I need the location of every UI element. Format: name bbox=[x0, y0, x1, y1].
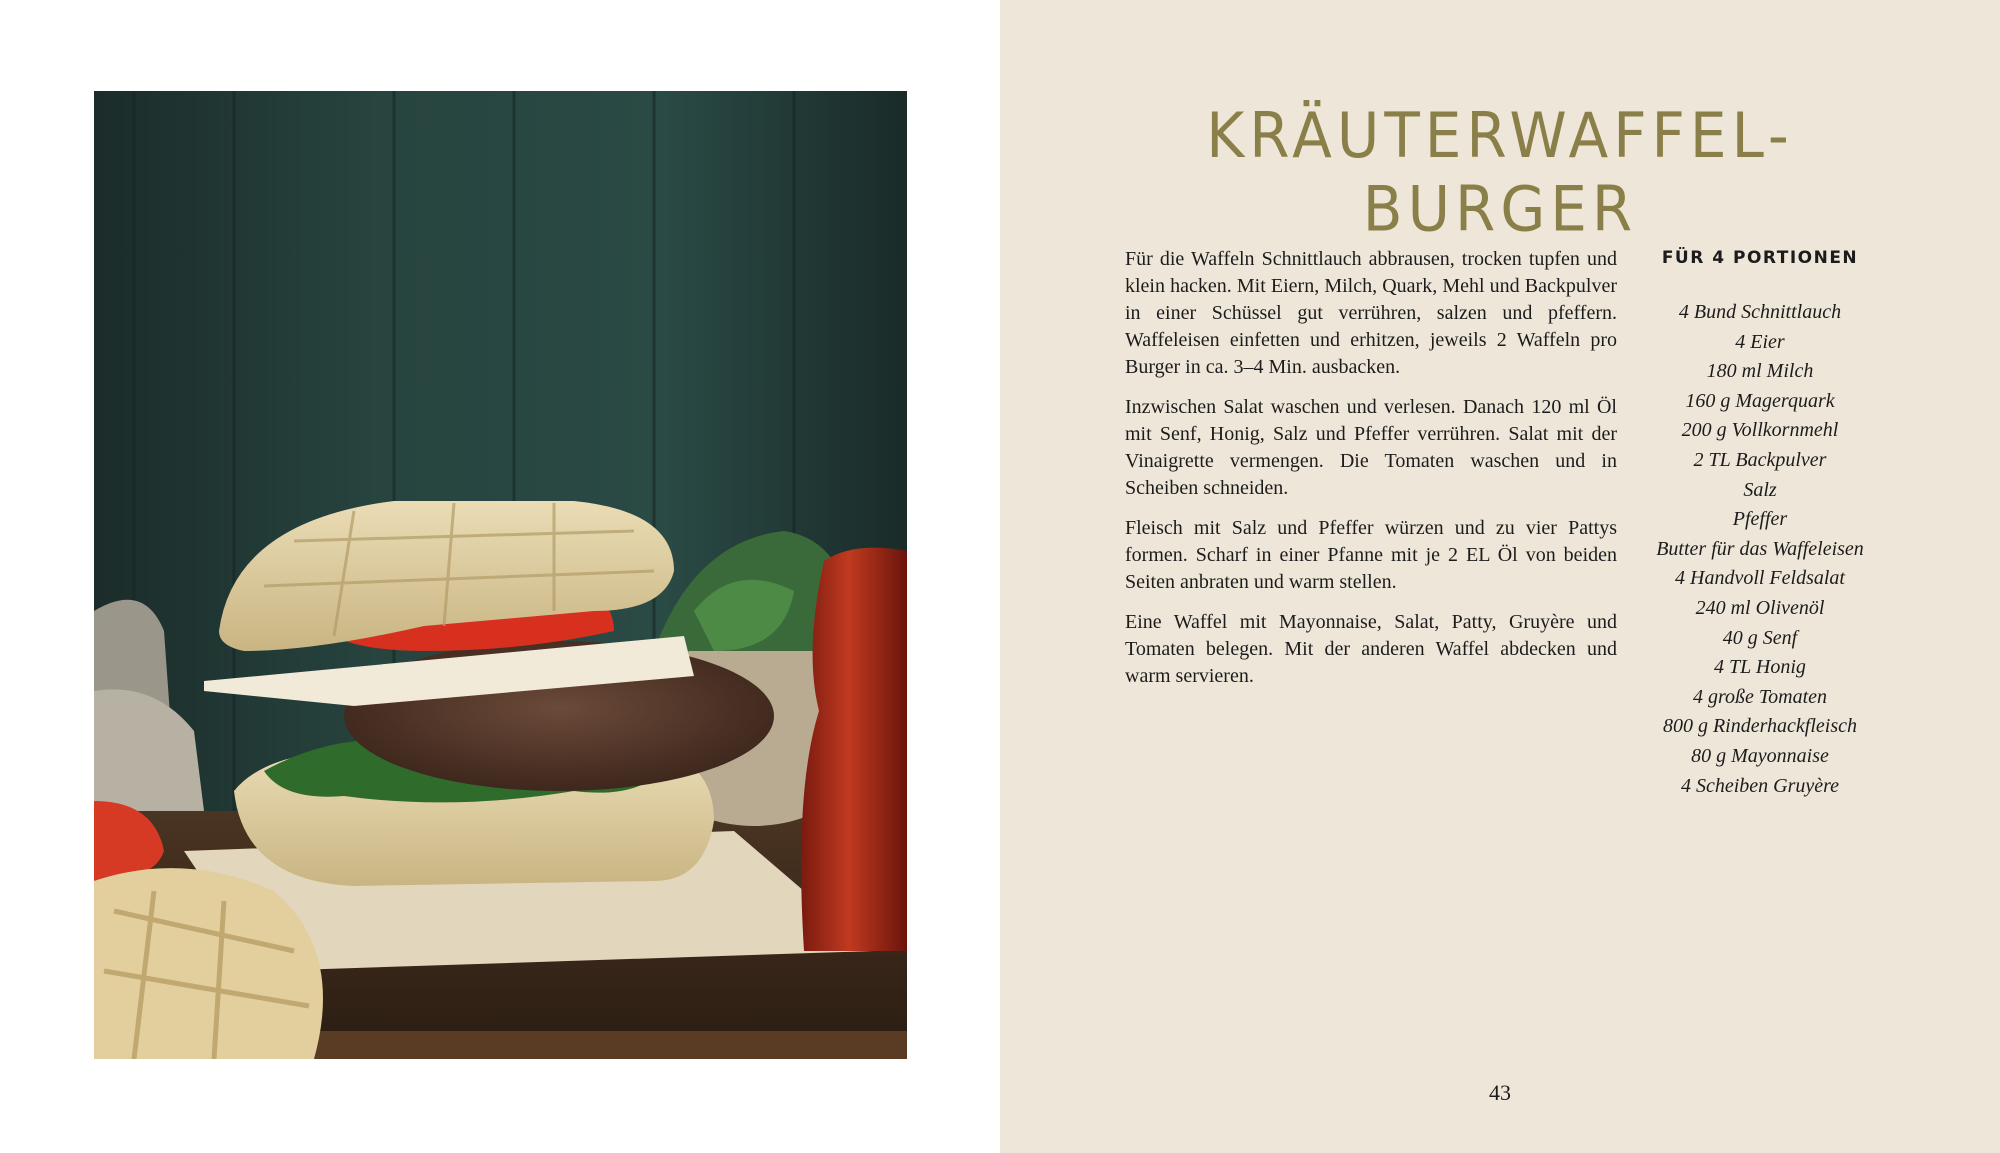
ingredient-item: Pfeffer bbox=[1732, 508, 1788, 531]
recipe-title: KRÄUTERWAFFEL-BURGER bbox=[1206, 98, 1794, 246]
portions-heading: FÜR 4 PORTIONEN bbox=[1661, 248, 1859, 268]
burger-photo bbox=[94, 91, 907, 1059]
ingredient-item: 4 Scheiben Gruyère bbox=[1680, 774, 1840, 797]
ingredient-item: 240 ml Olivenöl bbox=[1695, 596, 1825, 619]
instruction-paragraph: Inzwischen Salat waschen und verlesen. Danach 120 ml Öl mit Senf, Honig, Salz und Pfeffer verrühren. Salat mit der Vinaigrette vermengen. Die Tomaten waschen und in Scheiben schneiden. bbox=[1125, 396, 1617, 499]
instruction-paragraph: Eine Waffel mit Mayonnaise, Salat, Patty, Gruyère und Tomaten belegen. Mit der anderen Waffel abdecken und warm servieren. bbox=[1125, 611, 1617, 687]
ingredient-item: 4 große Tomaten bbox=[1692, 685, 1828, 708]
recipe-instructions bbox=[1125, 246, 1617, 703]
ingredient-item: 4 Bund Schnittlauch bbox=[1678, 301, 1842, 323]
page-number: 43 bbox=[1489, 1080, 1511, 1105]
ingredients-panel bbox=[1630, 248, 1890, 801]
right-page bbox=[1000, 0, 2000, 1153]
ingredient-item: Salz bbox=[1743, 478, 1777, 501]
ingredient-item: 40 g Senf bbox=[1722, 626, 1798, 649]
ingredient-item: 4 Eier bbox=[1735, 330, 1785, 353]
ingredient-item: 200 g Vollkornmehl bbox=[1681, 419, 1839, 442]
ingredient-item: 80 g Mayonnaise bbox=[1691, 744, 1829, 767]
instruction-paragraph: Für die Waffeln Schnittlauch abbrausen, trocken tupfen und klein hacken. Mit Eiern, Milch, Quark, Mehl und Backpulver in einer Schüssel gut verrühren, salzen und pfeffern. Waffeleisen einfetten und erhitzen, jeweils 2 Waffeln pro Burger in ca. 3–4 Min. ausbacken. bbox=[1125, 248, 1617, 378]
instruction-paragraph: Fleisch mit Salz und Pfeffer würzen und zu vier Pattys formen. Scharf in einer Pfanne mit je 2 EL Öl von beiden Seiten anbraten und warm stellen. bbox=[1125, 517, 1617, 593]
ingredient-item: 2 TL Backpulver bbox=[1693, 448, 1827, 471]
ingredient-list bbox=[1630, 298, 1890, 801]
ingredient-item: 800 g Rinderhackfleisch bbox=[1662, 715, 1858, 738]
ingredient-item: Butter für das Waffeleisen bbox=[1656, 537, 1864, 560]
ingredient-item: 160 g Magerquark bbox=[1685, 389, 1835, 412]
ingredient-item: 4 Handvoll Feldsalat bbox=[1675, 567, 1845, 590]
ingredient-item: 180 ml Milch bbox=[1706, 360, 1814, 383]
ingredient-item: 4 TL Honig bbox=[1714, 656, 1806, 679]
